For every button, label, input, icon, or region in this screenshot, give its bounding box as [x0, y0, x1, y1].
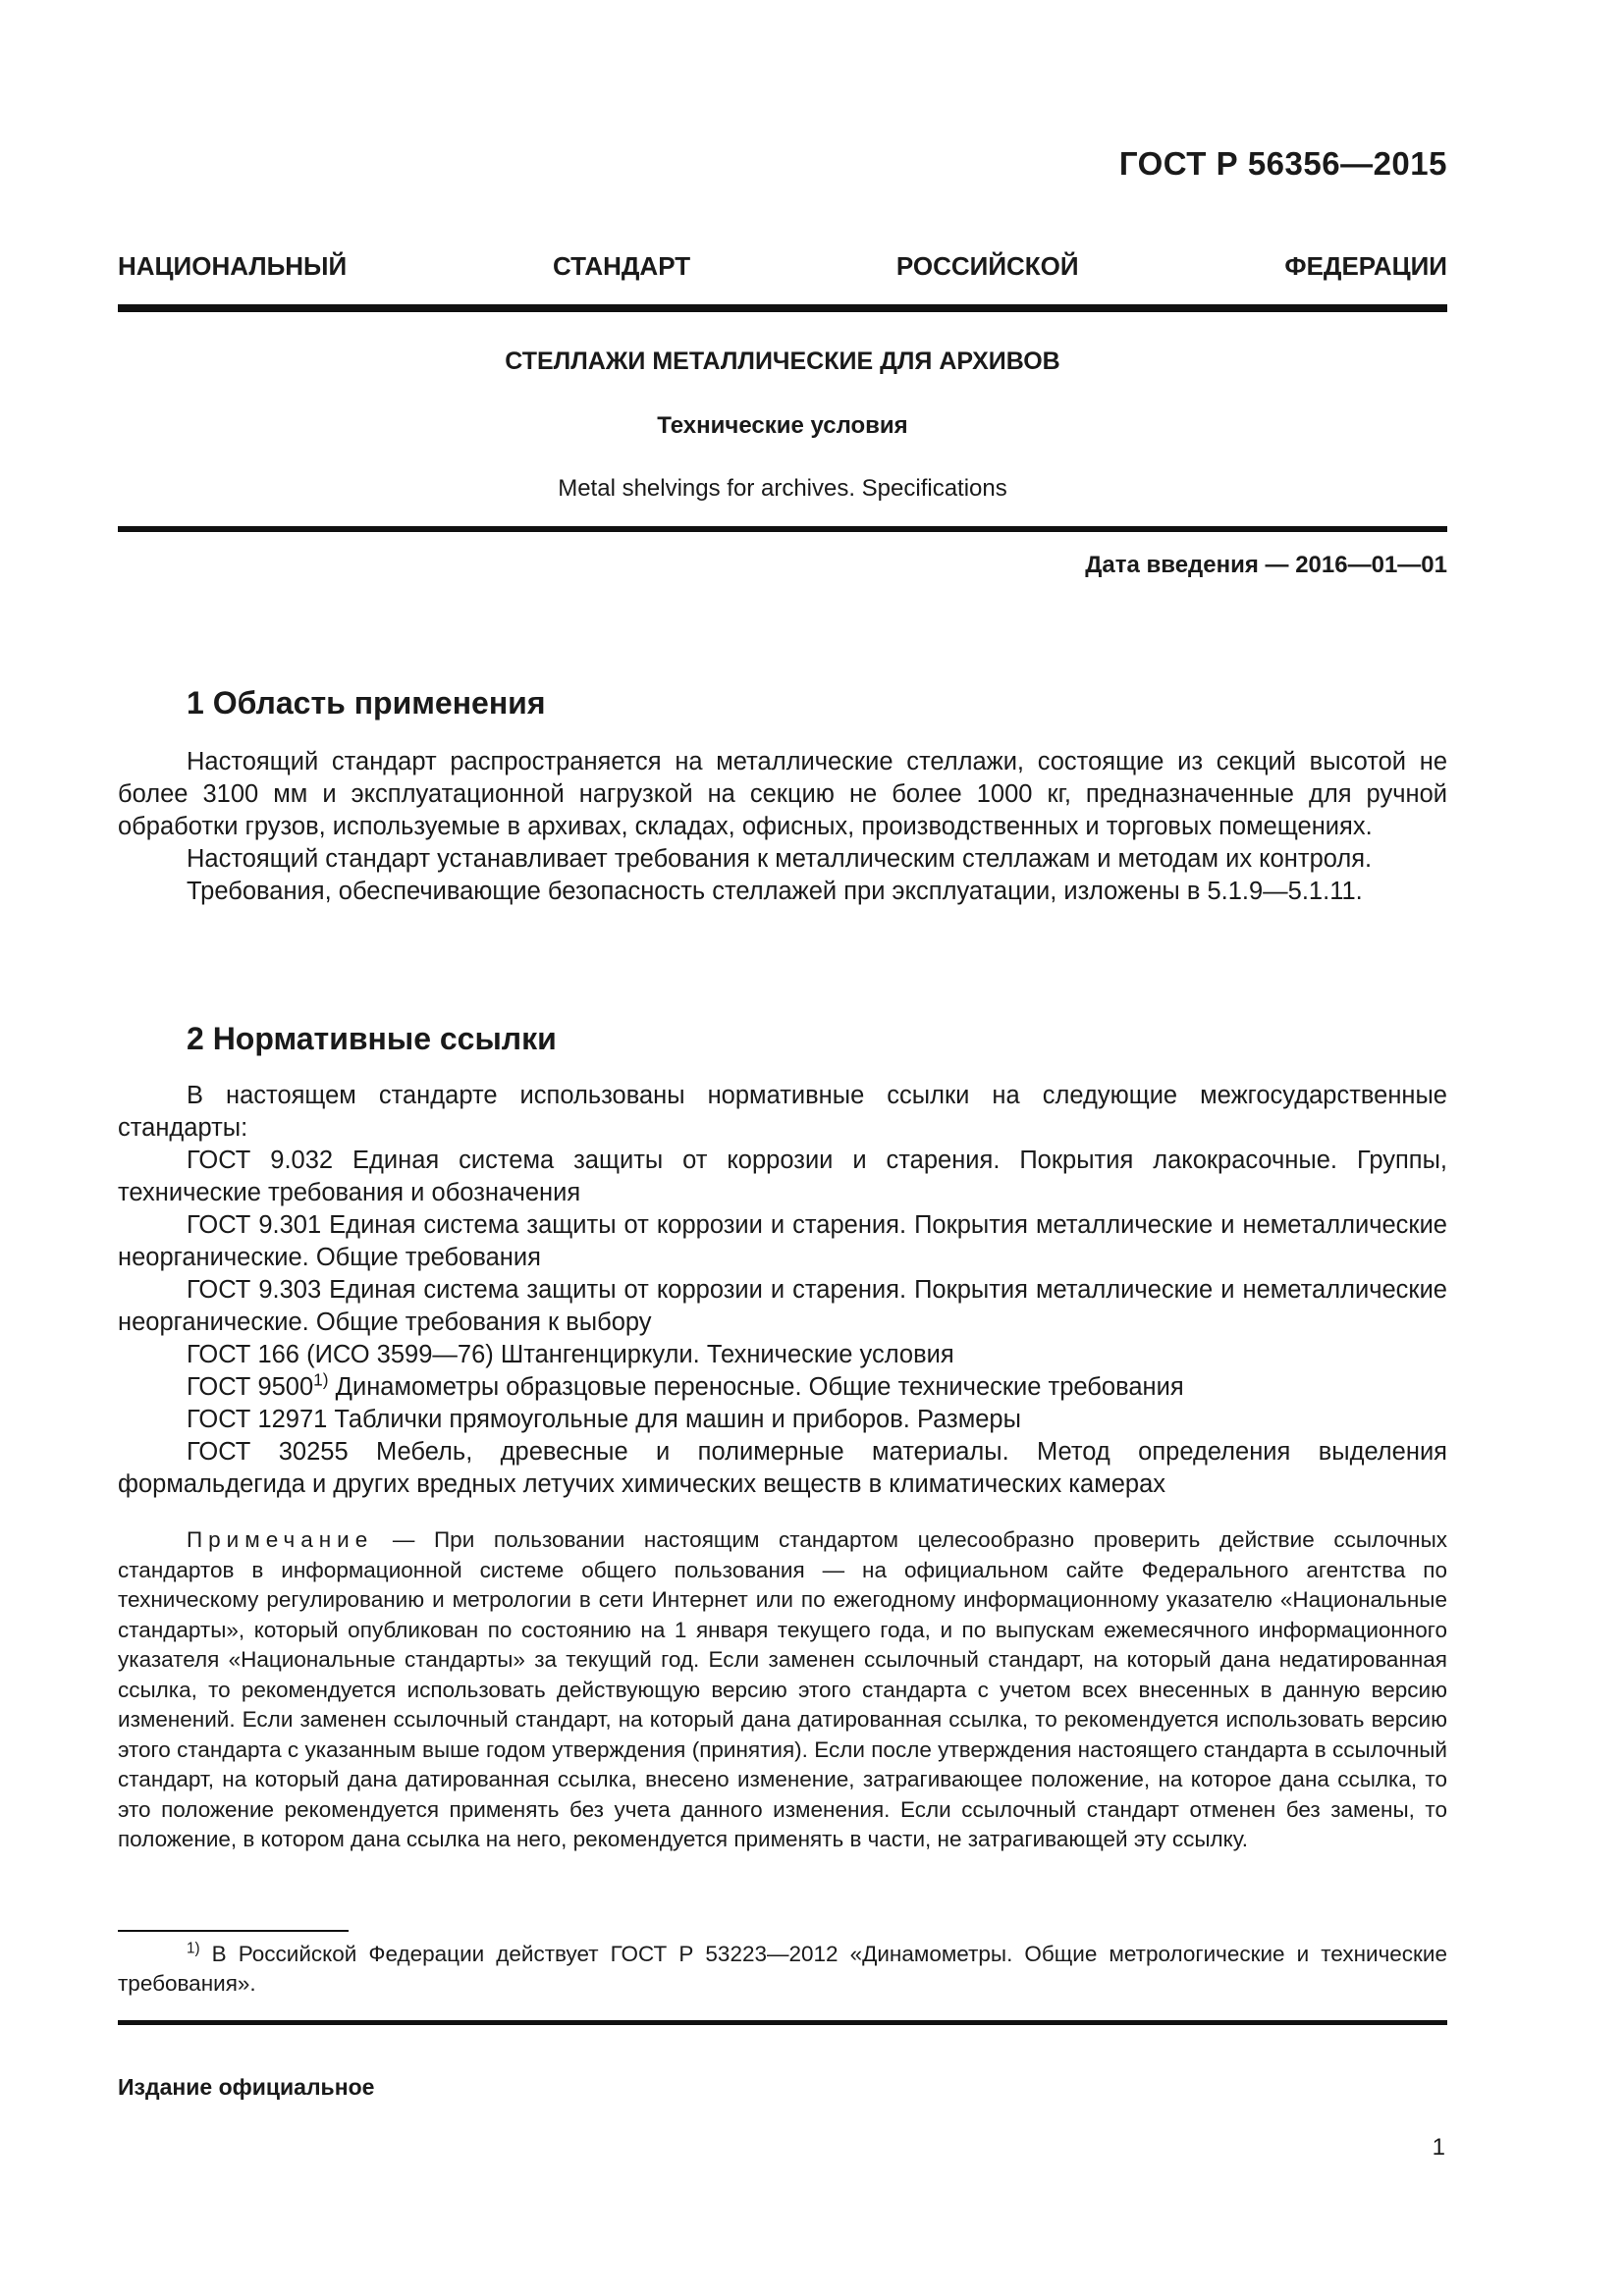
reference-item: ГОСТ 9.032 Единая система защиты от коррозии и старения. Покрытия лакокрасочные. Группы, технические требования и обозначения	[118, 1147, 1447, 1206]
document-english-title: Metal shelvings for archives. Specifications	[558, 475, 1007, 502]
note-label: Примечание	[187, 1527, 374, 1552]
header-rule	[118, 304, 1447, 312]
reference-item	[118, 1371, 1447, 1404]
official-edition-label: Издание официальное	[118, 2074, 375, 2100]
reference-item: ГОСТ 12971 Таблички прямоугольные для машин и приборов. Размеры	[187, 1406, 1021, 1433]
document-title: СТЕЛЛАЖИ МЕТАЛЛИЧЕСКИЕ ДЛЯ АРХИВОВ	[505, 347, 1060, 375]
document-number: ГОСТ Р 56356—2015	[1118, 145, 1447, 182]
reference-item: ГОСТ 9.303 Единая система защиты от коррозии и старения. Покрытия металлические и неметаллические неорганические. Общие требования к выбору	[118, 1276, 1447, 1336]
introduction-date: Дата введения — 2016—01—01	[1085, 552, 1447, 578]
footnote-separator	[118, 1930, 349, 1932]
footnote-marker: 1)	[187, 1940, 200, 1957]
note-block	[118, 1525, 1447, 1855]
footnote	[118, 1940, 1447, 1999]
title-rule	[118, 526, 1447, 532]
paragraph: В настоящем стандарте использованы нормативные ссылки на следующие межгосударственные стандарты:	[118, 1082, 1447, 1142]
page-number: 1	[1432, 2134, 1445, 2161]
paragraph: Требования, обеспечивающие безопасность стеллажей при эксплуатации, изложены в 5.1.9—5.1.11.	[187, 878, 1363, 905]
reference-item: ГОСТ 9.301 Единая система защиты от коррозии и старения. Покрытия металлические и неметаллические неорганические. Общие требования	[118, 1211, 1447, 1271]
document-subtitle: Технические условия	[657, 412, 908, 439]
note-text: — При пользовании настоящим стандартом целесообразно проверить действие ссылочных стандартов в информационной системе общего пользования — на официальном сайте Федерального агентства по техническому регулированию и метрологии в сети Интернет или по ежегодному информационному указателю «Национальные стандарты», который опубликован по состоянию на 1 января текущего года, и по выпускам ежемесячного информационного указателя «Национальные стандарты» за текущий год. Если заменен ссылочный стандарт, на который дана недатированная ссылка, то рекомендуется использовать действующую версию этого стандарта с учетом всех внесенных в данную версию изменений. Если заменен ссылочный стандарт, на который дана датированная ссылка, то рекомендуется использовать версию этого стандарта с указанным выше годом утверждения (принятия). Если после утверждения настоящего стандарта в ссылочный стандарт, на который дана датированная ссылка, внесено изменение, затрагивающее положение, на которое дана ссылка, то это положение рекомендуется применять без учета данного изменения. Если ссылочный стандарт отменен без замены, то положение, в котором дана ссылка на него, рекомендуется применять в части, не затрагивающей эту ссылку.	[118, 1527, 1447, 1851]
national-standard-banner: НАЦИОНАЛЬНЫЙ СТАНДАРТ РОССИЙСКОЙ ФЕДЕРАЦИИ	[118, 251, 1447, 281]
reference-item: ГОСТ 30255 Мебель, древесные и полимерные материалы. Метод определения выделения формальдегида и других вредных летучих химических веществ в климатических камерах	[118, 1438, 1447, 1498]
reference-item: ГОСТ 166 (ИСО 3599—76) Штангенциркули. Технические условия	[187, 1341, 954, 1368]
footnote-text: В Российской Федерации действует ГОСТ Р 53223—2012 «Динамометры. Общие метрологические и технические требования».	[118, 1942, 1447, 1996]
paragraph: Настоящий стандарт устанавливает требования к металлическим стеллажам и методам их контроля.	[187, 845, 1373, 873]
section-1-body	[118, 746, 1447, 908]
reference-title: Динамометры образцовые переносные. Общие технические требования	[328, 1373, 1184, 1401]
section-2-heading: 2 Нормативные ссылки	[187, 1021, 557, 1056]
reference-code: ГОСТ 9500	[187, 1373, 314, 1401]
footnote-marker: 1)	[313, 1369, 329, 1390]
paragraph: Настоящий стандарт распространяется на металлические стеллажи, состоящие из секций высотой не более 3100 мм и эксплуатационной нагрузкой на секцию не более 1000 кг, предназначенные для ручной обработки грузов, используемые в архивах, складах, офисных, производственных и торговых помещениях.	[118, 748, 1447, 840]
section-2-body	[118, 1080, 1447, 1501]
footer-rule	[118, 2020, 1447, 2025]
section-1-heading: 1 Область применения	[187, 685, 546, 721]
